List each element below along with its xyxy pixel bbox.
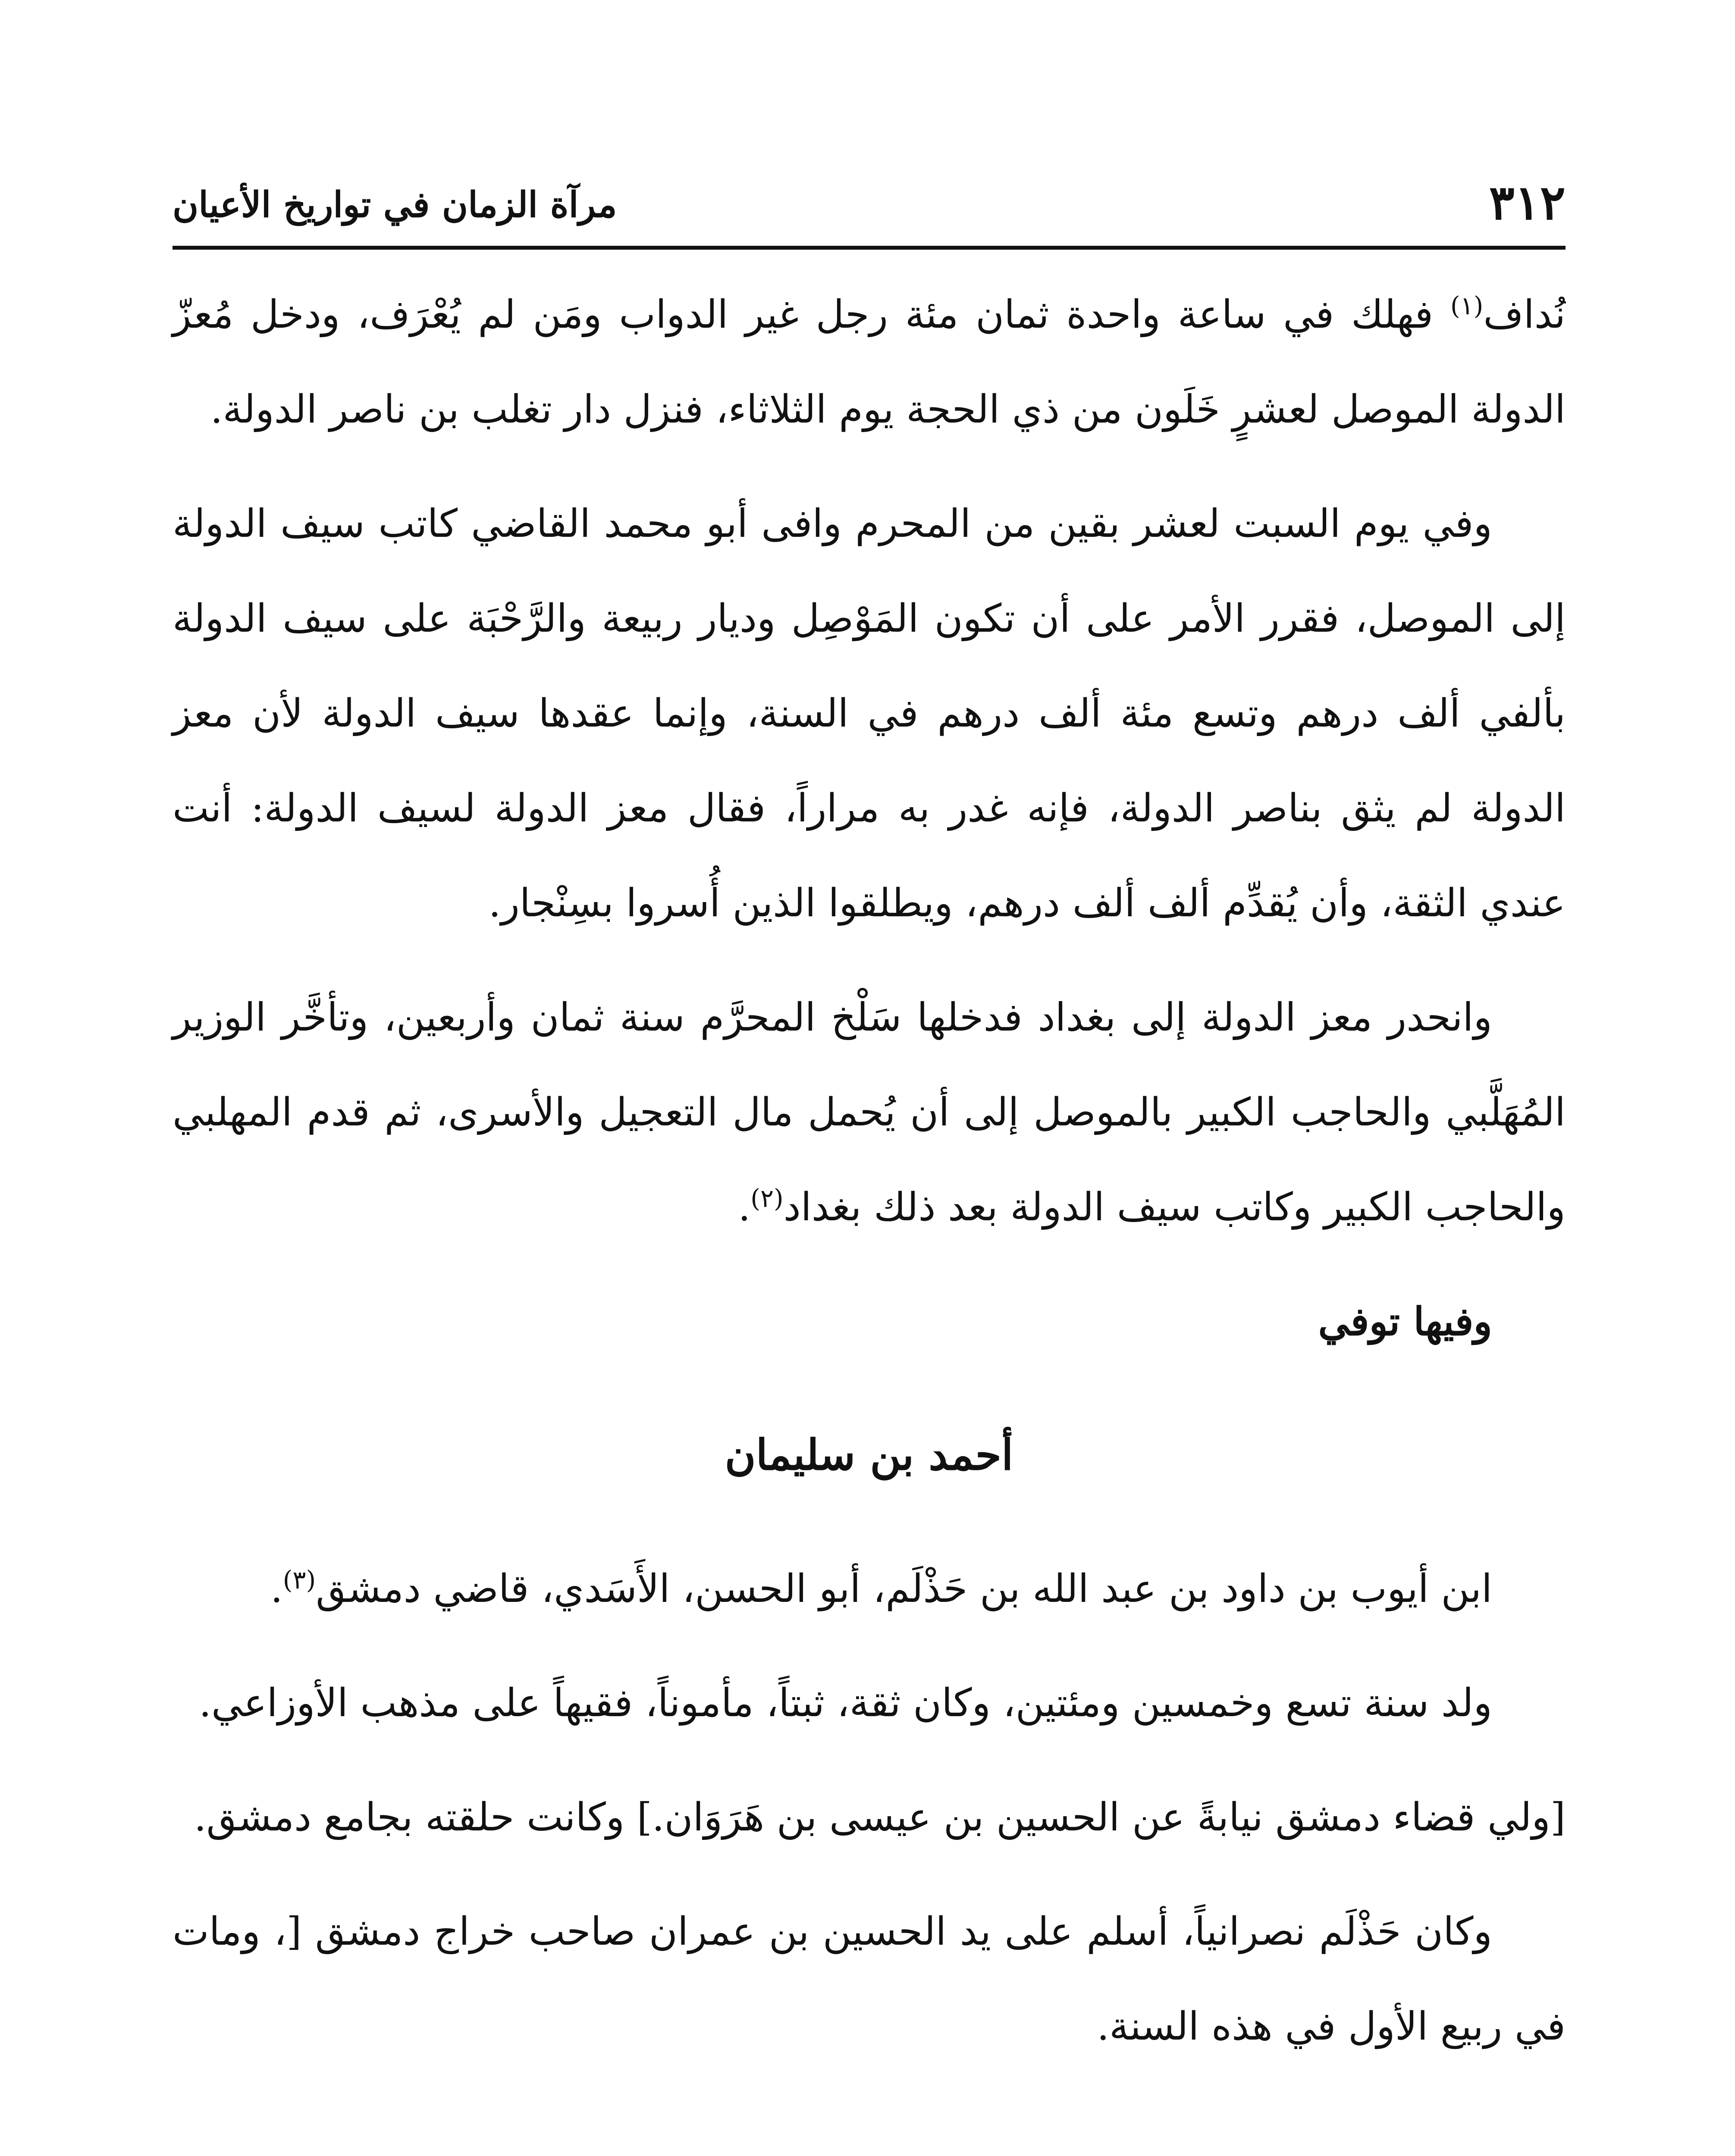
paragraph-5-text: ابن أيوب بن داود بن عبد الله بن حَذْلَم، أبو الحسن، الأَسَدي، قاضي دمشق bbox=[316, 1566, 1492, 1611]
paragraph-6: ولد سنة تسع وخمسين ومئتين، وكان ثقة، ثبتاً، مأموناً، فقيهاً على مذهب الأوزاعي. bbox=[199, 1680, 1492, 1726]
running-title: مرآة الزمان في تواريخ الأعيان bbox=[173, 184, 617, 226]
paragraph-2: وفي يوم السبت لعشر بقين من المحرم وافى أبو محمد القاضي كاتب سيف الدولة إلى الموصل، فقرر الأمر على أن تكون المَوْصِل وديار ربيعة والرَّحْبَة على سيف الدولة بألفي ألف درهم وتسع مئة ألف درهم في السنة، وإنما عقدها سيف الدولة لأن معز الدولة لم يثق بناصر الدولة، فإنه غدر به مراراً، فقال معز الدولة لسيف الدولة: أنت عندي الثقة، وأن يُقدِّم ألف ألف درهم، ويطلقوا الذين أُسروا بسِنْجار. bbox=[173, 501, 1566, 926]
page-number: ٣١٢ bbox=[1489, 175, 1566, 230]
paragraph-5-end: . bbox=[270, 1566, 283, 1611]
header-divider bbox=[173, 246, 1566, 250]
paragraph-5 bbox=[173, 1542, 1566, 1636]
paragraph-4: وفيها توفي bbox=[1318, 1299, 1492, 1344]
paragraph-3-end: . bbox=[738, 1185, 751, 1230]
paragraph-1-start: نُداف bbox=[1483, 292, 1566, 337]
paragraph-1-rest: فهلك في ساعة واحدة ثمان مئة رجل غير الدواب ومَن لم يُعْرَف، ودخل مُعزّ الدولة الموصل لعشرٍ خَلَون من ذي الحجة يوم الثلاثاء، فنزل دار تغلب بن ناصر الدولة. bbox=[173, 292, 1566, 432]
paragraph-3-text: وانحدر معز الدولة إلى بغداد فدخلها سَلْخ المحرَّم سنة ثمان وأربعين، وتأخَّر الوزير المُهَلَّبي والحاجب الكبير بالموصل إلى أن يُحمل مال التعجيل والأسرى، ثم قدم المهلبي والحاجب الكبير وكاتب سيف الدولة بعد ذلك بغداد bbox=[173, 995, 1566, 1230]
paragraph-8: وكان حَذْلَم نصرانياً، أسلم على يد الحسين بن عمران صاحب خراج دمشق [، ومات في ربيع الأول في هذه السنة. bbox=[173, 1909, 1566, 2049]
paragraph-7: [ولي قضاء دمشق نيابةً عن الحسين بن عيسى بن هَرَوَان.] وكانت حلقته بجامع دمشق. bbox=[194, 1795, 1566, 1840]
page-header bbox=[173, 170, 1566, 235]
footnote-ref-1: (١) bbox=[1450, 291, 1484, 320]
section-heading: أحمد بن سليمان bbox=[725, 1430, 1013, 1480]
footnote-ref-3: (٣) bbox=[282, 1565, 316, 1595]
footnote-ref-2: (٢) bbox=[750, 1184, 784, 1213]
paragraph-1 bbox=[173, 267, 1566, 457]
paragraph-3 bbox=[173, 970, 1566, 1255]
main-text bbox=[173, 267, 1566, 2093]
